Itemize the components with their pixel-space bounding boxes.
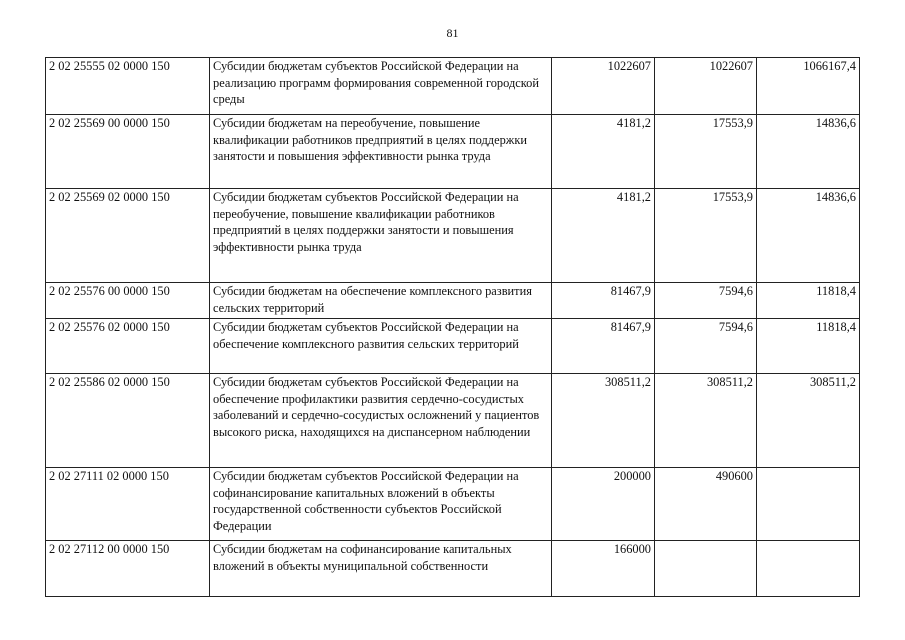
amount-cell-3: [757, 541, 860, 597]
amount-cell-3: 308511,2: [757, 374, 860, 468]
page-number: 81: [446, 26, 459, 40]
description-cell: Субсидии бюджетам на софинансирование капитальных вложений в объекты муниципальной собственности: [210, 541, 552, 597]
amount-cell-2: 17553,9: [655, 189, 757, 283]
description-cell: Субсидии бюджетам на обеспечение комплексного развития сельских территорий: [210, 283, 552, 319]
amount-cell-2: [655, 541, 757, 597]
budget-table: [45, 57, 860, 597]
amount-cell-2: 17553,9: [655, 115, 757, 189]
budget-code-cell: 2 02 25569 00 0000 150: [46, 115, 210, 189]
amount-cell-2: 308511,2: [655, 374, 757, 468]
description-cell: Субсидии бюджетам субъектов Российской Федерации на обеспечение комплексного развития сельских территорий: [210, 319, 552, 374]
amount-cell-2: 490600: [655, 468, 757, 541]
budget-code-cell: 2 02 25576 00 0000 150: [46, 283, 210, 319]
amount-cell-1: 81467,9: [552, 283, 655, 319]
amount-cell-2: 7594,6: [655, 283, 757, 319]
budget-code-cell: 2 02 25586 02 0000 150: [46, 374, 210, 468]
budget-code-cell: 2 02 27112 00 0000 150: [46, 541, 210, 597]
amount-cell-1: 4181,2: [552, 115, 655, 189]
amount-cell-3: 11818,4: [757, 283, 860, 319]
budget-code-cell: 2 02 27111 02 0000 150: [46, 468, 210, 541]
amount-cell-1: 1022607: [552, 58, 655, 115]
amount-cell-1: 81467,9: [552, 319, 655, 374]
amount-cell-3: [757, 468, 860, 541]
amount-cell-3: 1066167,4: [757, 58, 860, 115]
description-cell: Субсидии бюджетам субъектов Российской Федерации на переобучение, повышение квалификации работников предприятий в целях поддержки занятости и повышения эффективности рынка труда: [210, 189, 552, 283]
table-row: [46, 319, 860, 374]
amount-cell-1: 4181,2: [552, 189, 655, 283]
amount-cell-1: 308511,2: [552, 374, 655, 468]
table-row: [46, 115, 860, 189]
amount-cell-1: 166000: [552, 541, 655, 597]
description-cell: Субсидии бюджетам субъектов Российской Федерации на реализацию программ формирования современной городской среды: [210, 58, 552, 115]
amount-cell-3: 14836,6: [757, 115, 860, 189]
budget-code-cell: 2 02 25555 02 0000 150: [46, 58, 210, 115]
amount-cell-1: 200000: [552, 468, 655, 541]
table-row: [46, 468, 860, 541]
amount-cell-3: 14836,6: [757, 189, 860, 283]
budget-code-cell: 2 02 25569 02 0000 150: [46, 189, 210, 283]
description-cell: Субсидии бюджетам субъектов Российской Федерации на обеспечение профилактики развития сердечно-сосудистых заболеваний и сердечно-сосудистых осложнений у пациентов высокого риска, находящихся на диспансерном наблюдении: [210, 374, 552, 468]
amount-cell-2: 1022607: [655, 58, 757, 115]
table-row: [46, 58, 860, 115]
table-row: [46, 189, 860, 283]
table-row: [46, 283, 860, 319]
budget-code-cell: 2 02 25576 02 0000 150: [46, 319, 210, 374]
amount-cell-3: 11818,4: [757, 319, 860, 374]
description-cell: Субсидии бюджетам на переобучение, повышение квалификации работников предприятий в целях поддержки занятости и повышения эффективности рынка труда: [210, 115, 552, 189]
table-row: [46, 374, 860, 468]
amount-cell-2: 7594,6: [655, 319, 757, 374]
table-row: [46, 541, 860, 597]
description-cell: Субсидии бюджетам субъектов Российской Федерации на софинансирование капитальных вложений в объекты государственной собственности субъектов Российской Федерации: [210, 468, 552, 541]
